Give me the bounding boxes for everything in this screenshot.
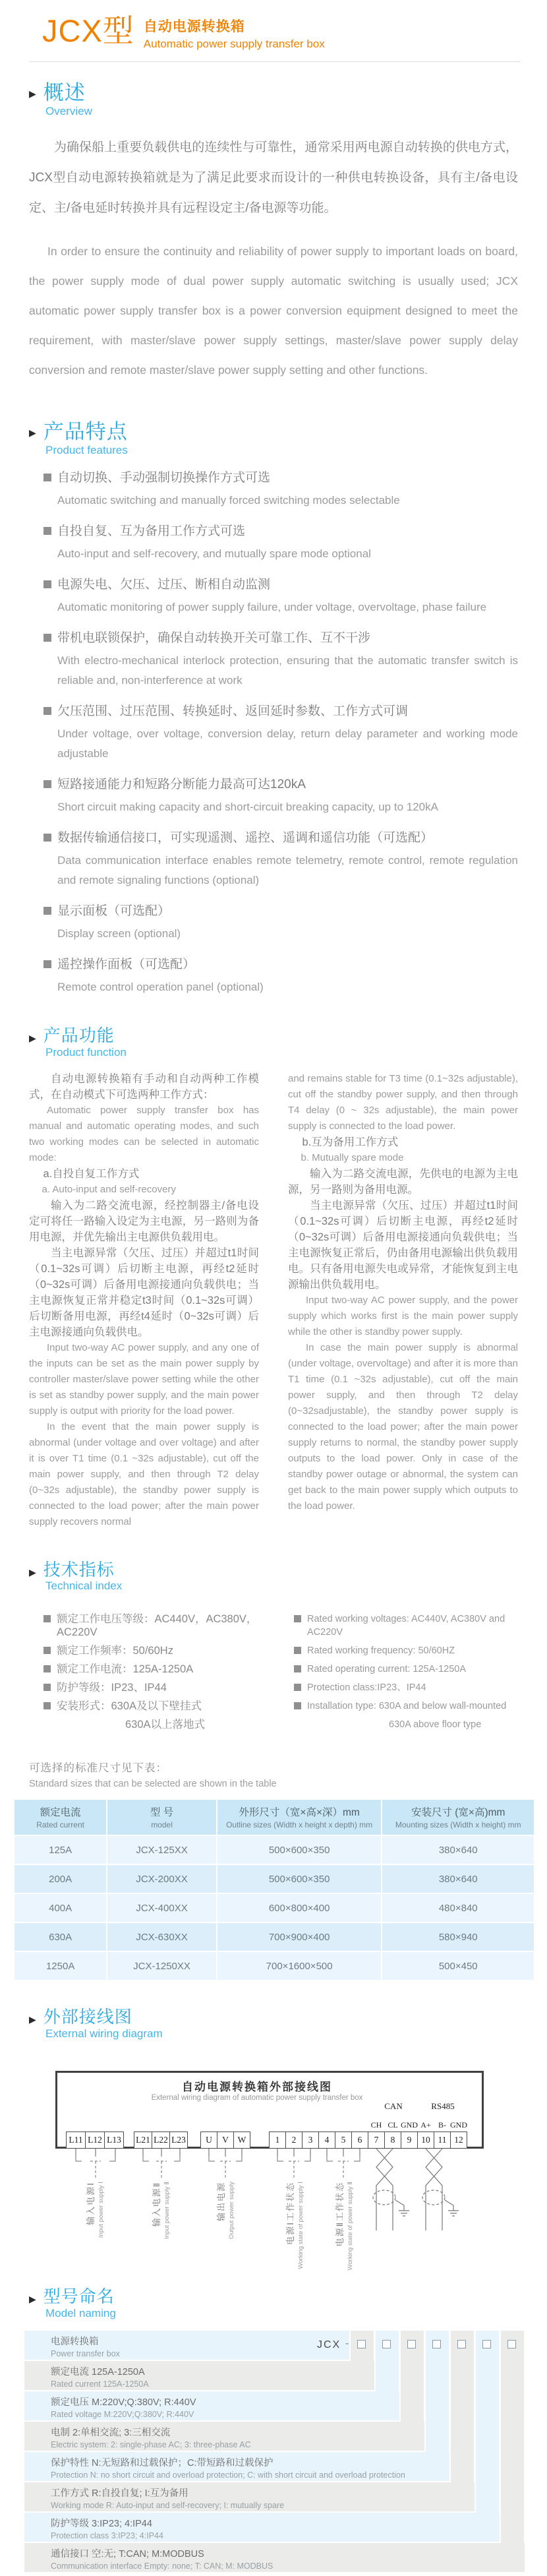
- terminal-cell: W: [233, 2131, 250, 2149]
- spec-item: 额定工作频率：50/60Hz: [57, 1645, 173, 1657]
- terminal-cell: 4: [318, 2131, 335, 2149]
- product-subtitle: [144, 15, 325, 51]
- section-overview-heading: [29, 82, 547, 104]
- group-label-en: Input power supply Ⅰ: [98, 2181, 105, 2238]
- naming-column: [500, 2331, 524, 2572]
- square-bullet-icon: [43, 1684, 51, 1691]
- naming-row: [24, 2361, 374, 2390]
- section-naming-heading: [29, 2287, 547, 2306]
- section-title-en: Overview: [45, 105, 92, 118]
- pin-label: CL: [388, 2120, 398, 2130]
- terminal-cell: 5: [335, 2131, 352, 2149]
- square-bullet-icon: [294, 1684, 301, 1691]
- feature-en: Automatic monitoring of power supply failure, under voltage, overvoltage, phase failure: [57, 601, 487, 614]
- naming-digit-box: [507, 2340, 516, 2348]
- naming-row-cn: 保护特性 N:无短路和过载保护；C:带短路和过载保护: [51, 2457, 274, 2469]
- spec-item: 额定工作电流：125A-1250A: [57, 1663, 194, 1676]
- cell-model: JCX-200XX: [107, 1865, 216, 1893]
- cell-mounting-size: 380×640: [382, 1865, 534, 1893]
- terminal-cell: L23: [169, 2131, 188, 2149]
- feature-item: [43, 955, 518, 975]
- terminal-cell: L22: [152, 2131, 170, 2149]
- group-label-cn: 输入电源Ⅰ: [86, 2181, 96, 2225]
- feature-en: Auto-input and self-recovery, and mutually spare mode optional: [57, 547, 371, 561]
- square-bullet-icon: [43, 580, 51, 588]
- function-paragraph: b. Mutually spare mode: [301, 1151, 404, 1163]
- feature-item: [43, 468, 518, 488]
- table-row: [14, 1894, 534, 1922]
- naming-row: [24, 2543, 525, 2572]
- naming-row-en: Communication interface Empty: none; T: CAN; M: MODBUS: [51, 2561, 274, 2571]
- section-wiring-heading: [29, 2008, 547, 2027]
- group-label-cn: 电源Ⅱ工作状态: [335, 2181, 345, 2247]
- triangle-bullet-icon: ▶: [29, 1033, 36, 1044]
- feature-en: Under voltage, over voltage, conversion delay, return delay parameter and working mode adjustable: [57, 727, 518, 760]
- terminal-cell: V: [217, 2131, 234, 2149]
- technical-spec-columns: [43, 1607, 527, 1731]
- table-note-en: Standard sizes that can be selected are shown in the table: [29, 1779, 277, 1790]
- terminal-cell: 9: [401, 2131, 418, 2149]
- spec-item: 630A以上落地式: [125, 1719, 206, 1731]
- square-bullet-icon: [43, 527, 51, 535]
- cell-mounting-size: 580×940: [382, 1923, 534, 1951]
- cell-mounting-size: 500×450: [382, 1952, 534, 1980]
- group-label-cn: 输出电源: [216, 2181, 226, 2221]
- naming-separator: -: [345, 2337, 349, 2349]
- feature-en: Automatic switching and manually forced switching modes selectable: [57, 494, 400, 507]
- terminal-cell: U: [200, 2131, 217, 2149]
- naming-digit-box: [457, 2340, 466, 2348]
- feature-item: [43, 902, 518, 921]
- cell-rated-current: 200A: [14, 1865, 106, 1893]
- feature-en: Data communication interface enables remote telemetry, remote control, remote regulation and remote signaling functions (optional): [57, 854, 518, 887]
- cell-mounting-size: 480×840: [382, 1894, 534, 1922]
- terminal-cell: 12: [450, 2131, 467, 2149]
- square-bullet-icon: [43, 780, 51, 788]
- cell-rated-current: 400A: [14, 1894, 106, 1922]
- square-bullet-icon: [294, 1665, 301, 1672]
- naming-row: [24, 2452, 449, 2481]
- terminal-cell: 10: [417, 2131, 434, 2149]
- naming-digit-box: [357, 2340, 366, 2348]
- section-title-cn: 概述: [43, 81, 86, 104]
- naming-row-en: Working mode R: Auto-input and self-recovery; I: mutually spare: [51, 2500, 285, 2510]
- function-paragraph: Automatic power supply transfer box has manual and automatic operating modes, and such two working modes can be selected in automatic mode:: [29, 1104, 259, 1163]
- group-label-en: Working state of power supply Ⅱ: [347, 2181, 354, 2271]
- triangle-bullet-icon: ▶: [29, 2014, 36, 2025]
- naming-row-en: Rated voltage M:220V;Q:380V; R:440V: [51, 2409, 194, 2419]
- overview-paragraph-cn: 为确保船上重要负载供电的连续性与可靠性，通常采用两电源自动转换的供电方式，JCX型自动电源转换箱就是为了满足此要求而设计的一种供电转换设备，具有主/备电设定、主/备电延时转换并具有远程设定主/备电源等功能。: [29, 140, 518, 216]
- cell-rated-current: 125A: [14, 1836, 106, 1864]
- naming-row: [24, 2513, 500, 2542]
- group-label: [150, 2182, 171, 2281]
- col-header-en: model: [151, 1820, 173, 1830]
- naming-row: [24, 2391, 399, 2420]
- feature-list: [43, 468, 518, 997]
- product-title-block: [0, 0, 547, 51]
- naming-digit-box: [432, 2340, 441, 2348]
- naming-column: [475, 2331, 499, 2542]
- group-label: [84, 2182, 105, 2281]
- wiring-title-en: External wiring diagram of automatic power supply transfer box: [151, 2093, 363, 2102]
- cell-outline-size: 500×600×350: [217, 1836, 382, 1864]
- naming-row-en: Power transfer box: [51, 2348, 120, 2358]
- cell-outline-size: 700×1600×500: [217, 1952, 382, 1980]
- naming-row-cn: 防护等级 3:IP23; 4:IP44: [51, 2518, 152, 2529]
- product-model: JCX型: [42, 13, 134, 48]
- triangle-bullet-icon: ▶: [29, 88, 36, 99]
- section-title-cn: 型号命名: [43, 2286, 115, 2306]
- naming-row-cn: 额定电压 M:220V;Q:380V; R:440V: [51, 2397, 196, 2408]
- table-note-cn: 可选择的标准尺寸见下表：: [29, 1762, 167, 1775]
- feature-en: Short circuit making capacity and short-circuit breaking capacity, up to 120kA: [57, 801, 438, 814]
- section-function-heading: [29, 1026, 547, 1045]
- spec-column-cn: [43, 1607, 277, 1731]
- group-label: [214, 2182, 235, 2281]
- standard-sizes-table: [13, 1798, 535, 1981]
- cell-rated-current: 630A: [14, 1923, 106, 1951]
- cell-outline-size: 700×900×400: [217, 1923, 382, 1951]
- section-technical-heading: [29, 1560, 547, 1579]
- naming-row-cn: 通信接口 空:无; T:CAN; M:MODBUS: [51, 2548, 204, 2560]
- function-paragraph: In case the main power supply is abnormal (under voltage, overvoltage) and after it is more than T1 time (0.1 ~32s adjustable), cut off the main power supply, and then through T2 delay (0~32sadjustable), the standby power supply is connected to the load power; after the main power supply returns to normal, the standby power supply outputs to the load power. Only in case of the standby power outage or abnormal, the system can get back to the main power supply which outputs to the load power.: [288, 1341, 518, 1512]
- col-header-en: Mounting sizes (Width x height) mm: [395, 1820, 521, 1830]
- square-bullet-icon: [43, 707, 51, 715]
- terminal-cell: 1: [269, 2131, 286, 2149]
- cell-model: JCX-630XX: [107, 1923, 216, 1951]
- col-header-en: Outline sizes (Width x height x depth) mm: [226, 1820, 373, 1830]
- overview-paragraph-en: In order to ensure the continuity and reliability of power supply to important loads on board, the power supply mode of dual power supply automatic switching is usually used; JCX automatic power supply transfer box is a power conversion equipment designed to meet the requirement, with master/slave power supply settings, master/slave power supply delay conversion and remote master/slave power supply setting and other functions.: [29, 245, 518, 377]
- naming-row-cn: 电制 2:单相交流; 3:三相交流: [51, 2427, 171, 2438]
- function-paragraph: 当主电源异常（欠压、过压）并超过t1时间（0.1~32s可调）后切断主电源，再经t2延时（0~32s可调）后备用电源接通向负载供电；当主电源恢复正常后，仍由备用电源输出供负载用电。只有备用电源失电或异常，才能恢复到主电源输出供负载用电。: [288, 1199, 518, 1291]
- feature-item: [43, 828, 518, 848]
- pin-label: CH: [370, 2120, 382, 2130]
- feature-cn: 自动切换、手动强制切换操作方式可选: [57, 471, 271, 485]
- function-paragraph: Input two-way AC power supply, and the power supply which works first is the main power supply while the other is standby power supply.: [288, 1294, 518, 1337]
- group-label: [333, 2182, 354, 2281]
- terminal-cell: L13: [104, 2131, 124, 2149]
- square-bullet-icon: [43, 907, 51, 915]
- table-header-row: [14, 1800, 534, 1835]
- terminal-cell: 8: [384, 2131, 401, 2149]
- wiring-title-cn: 自动电源转换箱外部接线图: [182, 2080, 332, 2093]
- function-paragraph: 自动电源转换箱有手动和自动两种工作模式，在自动模式下可选两种工作方式：: [29, 1072, 259, 1101]
- function-paragraph: 输入为二路交流电源，经控制器主/备电设定可将任一路输入设定为主电源，另一路则为备用电源，并优先输出主电源供负载用电。: [29, 1199, 259, 1243]
- naming-row: [24, 2422, 424, 2451]
- cell-outline-size: 600×800×400: [217, 1894, 382, 1922]
- spec-item: Rated working frequency: 50/60HZ: [307, 1645, 455, 1657]
- triangle-bullet-icon: ▶: [29, 2293, 36, 2304]
- feature-cn: 自投自复、互为备用工作方式可选: [57, 524, 246, 539]
- naming-digit-box: [407, 2340, 416, 2348]
- table-row: [14, 1923, 534, 1951]
- feature-item: [43, 522, 518, 541]
- naming-row-cn: 额定电流 125A-1250A: [51, 2366, 145, 2377]
- feature-en: Display screen (optional): [57, 927, 181, 940]
- section-title-en: Product features: [45, 444, 128, 457]
- section-title-en: External wiring diagram: [45, 2027, 163, 2040]
- feature-en: With electro-mechanical interlock protection, ensuring that the automatic transfer switch is reliable and, non-interference at work: [57, 654, 518, 687]
- feature-cn: 显示面板（可选配）: [57, 904, 171, 919]
- naming-row: [24, 2331, 349, 2360]
- col-header-cn: 安装尺寸 (宽×高)mm: [411, 1807, 505, 1819]
- terminal-cell: 3: [302, 2131, 319, 2149]
- cell-model: JCX-400XX: [107, 1894, 216, 1922]
- feature-item: [43, 575, 518, 595]
- cell-mounting-size: 380×640: [382, 1836, 534, 1864]
- feature-cn: 数据传输通信接口，可实现遥测、遥控、遥调和遥信功能（可选配）: [57, 831, 434, 845]
- function-paragraph: In the event that the main power supply is abnormal (under voltage and over voltage) and after it is over T1 time (0.1 ~32s adjustable), cut off the main power supply, and then through T2 delay (0~32s adjustable), the standby power supply is connected to the load power; after the main power supply recovers normal: [29, 1421, 259, 1527]
- section-features-heading: [29, 421, 547, 443]
- feature-item: [43, 702, 518, 721]
- feature-en: Remote control operation panel (optional): [57, 981, 264, 994]
- spec-item: 防护等级：IP23、IP44: [57, 1682, 167, 1694]
- cell-outline-size: 500×600×350: [217, 1865, 382, 1893]
- naming-digit-box: [482, 2340, 491, 2348]
- terminal-cell: 6: [351, 2131, 368, 2149]
- cell-model: JCX-1250XX: [107, 1952, 216, 1980]
- naming-row-en: Protection N: no short circuit and overload protection; C: with short circuit and overload protection: [51, 2470, 405, 2480]
- col-header-cn: 外形尺寸（宽×高×深）mm: [239, 1807, 360, 1819]
- group-label-en: Input power supply Ⅱ: [163, 2181, 171, 2240]
- group-label: [283, 2182, 304, 2281]
- feature-cn: 遥控操作面板（可选配）: [57, 958, 196, 972]
- feature-item: [43, 775, 518, 795]
- terminal-cell: 2: [285, 2131, 302, 2149]
- product-title-en: Automatic power supply transfer box: [143, 38, 325, 50]
- function-paragraph: b.互为备用工作方式: [302, 1136, 399, 1148]
- group-label-en: Working state of power supply Ⅰ: [297, 2181, 304, 2269]
- square-bullet-icon: [43, 960, 51, 968]
- spec-item: 额定工作电压等级：AC440V，AC380V，AC220V: [57, 1613, 258, 1639]
- function-paragraph: 当主电源异常（欠压、过压）并超过t1时间（0.1~32s可调）后切断主电源，再经t2延时（0~32s可调）后备用电源接通向负载供电；当主电源恢复正常并稳定t3时间（0.1~32s可调）后切断备用电源，再经t4延时（0~32s可调）后主电源接通向负载供电。: [29, 1246, 259, 1338]
- col-header-en: Rated current: [36, 1820, 84, 1830]
- wiring-diagram: [0, 2058, 547, 2287]
- naming-digit-box: [382, 2340, 391, 2348]
- model-naming-diagram: [24, 2331, 533, 2576]
- spec-item: Rated operating current: 125A-1250A: [307, 1664, 467, 1675]
- terminal-cell: 7: [368, 2131, 385, 2149]
- pin-label: B-: [438, 2120, 446, 2130]
- feature-cn: 欠压范围、过压范围、转换延时、返回延时参数、工作方式可调: [57, 704, 409, 719]
- group-label-en: Output power supply: [228, 2181, 235, 2240]
- section-title-en: Model naming: [45, 2306, 116, 2319]
- cell-model: JCX-125XX: [107, 1836, 216, 1864]
- terminal-cell: L21: [134, 2131, 152, 2149]
- rs485-bus-label: RS485: [431, 2101, 455, 2111]
- can-bus-label: CAN: [384, 2101, 403, 2111]
- terminal-cell: L11: [66, 2131, 86, 2149]
- square-bullet-icon: [43, 634, 51, 642]
- table-row: [14, 1836, 534, 1864]
- group-label-cn: 输入电源Ⅱ: [152, 2181, 161, 2227]
- function-right-column: [288, 1071, 518, 1530]
- spec-column-en: [294, 1607, 527, 1731]
- section-title-cn: 外部接线图: [43, 2007, 132, 2027]
- naming-row-cn: 工作方式 R:自投自复; I:互为备用: [51, 2488, 188, 2499]
- section-title-en: Product function: [45, 1045, 127, 1058]
- terminal-cell: L12: [85, 2131, 105, 2149]
- square-bullet-icon: [43, 834, 51, 842]
- section-title-cn: 技术指标: [43, 1559, 115, 1579]
- square-bullet-icon: [43, 1665, 51, 1672]
- function-paragraph: a. Auto-input and self-recovery: [42, 1183, 176, 1195]
- header-divider: [29, 61, 521, 62]
- col-header-cn: 额定电流: [40, 1807, 81, 1819]
- triangle-bullet-icon: ▶: [29, 427, 36, 439]
- feature-item: [43, 629, 518, 648]
- square-bullet-icon: [294, 1647, 301, 1654]
- feature-cn: 带机电联锁保护，确保自动转换开关可靠工作、互不干涉: [57, 631, 371, 646]
- pin-label: GND: [450, 2120, 467, 2130]
- feature-cn: 电源失电、欠压、过压、断相自动监测: [57, 578, 271, 592]
- naming-row-en: Protection class 3:IP23; 4:IP44: [51, 2530, 163, 2540]
- function-paragraph: a.自投自复工作方式: [43, 1167, 140, 1180]
- function-left-column: [29, 1071, 259, 1530]
- square-bullet-icon: [294, 1615, 301, 1622]
- naming-row-cn: 电源转换箱: [51, 2336, 99, 2347]
- col-header-cn: 型 号: [150, 1807, 174, 1819]
- spec-item: 安装形式：630A及以下壁挂式: [57, 1700, 202, 1713]
- feature-cn: 短路接通能力和短路分断能力最高可达120kA: [57, 778, 306, 792]
- triangle-bullet-icon: ▶: [29, 1566, 36, 1578]
- square-bullet-icon: [43, 1647, 51, 1654]
- square-bullet-icon: [43, 1702, 51, 1709]
- function-paragraph: and remains stable for T3 time (0.1~32s adjustable), cut off the standby power supply, and then through T4 delay (0 ~ 32s adjustable), the main power supply is connected to the load power.: [288, 1072, 518, 1132]
- function-paragraph: Input two-way AC power supply, and any one of the inputs can be set as the main power supply by controller master/slave power setting while the other is set as standby power supply, and the main power supply is output with priority for the load power.: [29, 1341, 259, 1417]
- square-bullet-icon: [43, 1615, 51, 1622]
- function-paragraph: 输入为二路交流电源，先供电的电源为主电源，另一路则为备用电源。: [288, 1167, 518, 1196]
- pin-label: A+: [420, 2120, 431, 2130]
- square-bullet-icon: [294, 1702, 301, 1709]
- function-columns: [29, 1071, 518, 1530]
- terminal-cell: 11: [434, 2131, 451, 2149]
- spec-item: Protection class:IP23、IP44: [307, 1682, 426, 1694]
- table-row: [14, 1865, 534, 1893]
- spec-item: Rated working voltages: AC440V, AC380V and AC220V: [307, 1614, 505, 1638]
- section-title-cn: 产品特点: [43, 420, 128, 444]
- spec-item: 630A above floor type: [389, 1719, 482, 1731]
- section-title-cn: 产品功能: [43, 1026, 115, 1046]
- naming-row-en: Electric system: 2: single-phase AC; 3: three-phase AC: [51, 2439, 251, 2449]
- table-row: [14, 1952, 534, 1980]
- group-label-cn: 电源Ⅰ工作状态: [285, 2181, 295, 2245]
- pin-label: GND: [401, 2120, 418, 2130]
- naming-prefix: JCX: [317, 2339, 341, 2350]
- spec-item: Installation type: 630A and below wall-mounted: [307, 1701, 507, 1712]
- section-title-en: Technical index: [45, 1579, 123, 1593]
- cell-rated-current: 1250A: [14, 1952, 106, 1980]
- product-title-cn: 自动电源转换箱: [143, 19, 245, 34]
- naming-row-en: Rated current 125A-1250A: [51, 2379, 149, 2389]
- naming-row: [24, 2482, 475, 2511]
- square-bullet-icon: [43, 474, 51, 481]
